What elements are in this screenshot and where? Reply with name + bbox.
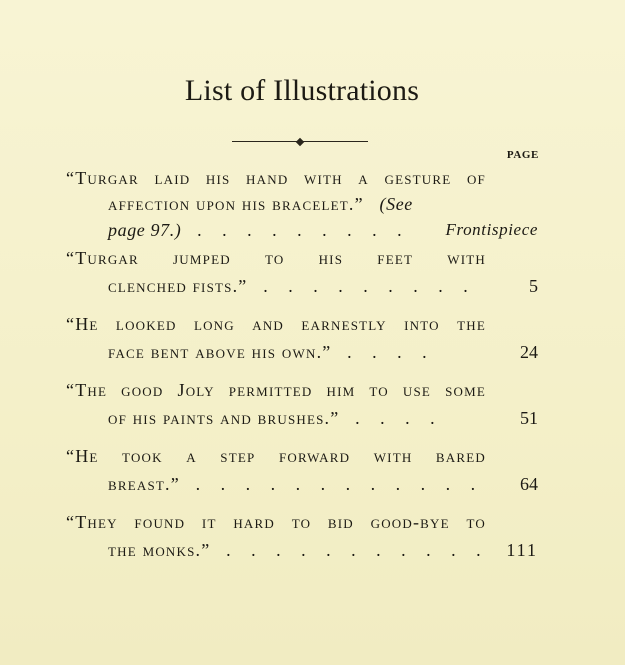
entry-3-page-number: 24 (520, 342, 538, 362)
entry-6-line-2-text: the monks.” (108, 540, 211, 560)
entry-1-leader-dots: . . . . . . . . . (197, 220, 410, 240)
entry-1-line-1: “Turgar laid his hand with a gesture of (66, 168, 486, 188)
entry-6-line-2 (108, 540, 489, 561)
entry-2-line-1: “Turgar jumped to his feet with (66, 248, 486, 268)
entry-2-leader-dots: . . . . . . . . . (263, 276, 476, 296)
entry-6-line-1: “They found it hard to bid good-bye to (66, 512, 486, 532)
page-column-header: PAGE (506, 149, 539, 161)
entry-1-see-ref: (See (379, 194, 413, 214)
entry-1-page-ref: page 97.) (108, 220, 182, 240)
entry-6-page-number: 111 (506, 540, 538, 560)
page-title: List of Illustrations (184, 74, 420, 107)
entry-4-line-2 (108, 408, 443, 429)
entry-6-leader-dots: . . . . . . . . . . . (226, 540, 489, 560)
entry-1-line-3 (108, 220, 410, 241)
entry-5-leader-dots: . . . . . . . . . . . . (195, 474, 484, 494)
entry-4-page-number: 51 (520, 408, 538, 428)
entry-4-leader-dots: . . . . (355, 408, 443, 428)
entry-4-line-2-text: of his paints and brushes.” (108, 408, 340, 428)
entry-3-line-1: “He looked long and earnestly into the (66, 314, 486, 334)
entry-1-page-number: Frontispiece (445, 220, 538, 239)
entry-1-line-2 (108, 194, 536, 215)
entry-5-page-number: 64 (520, 474, 538, 494)
entry-3-line-2-text: face bent above his own.” (108, 342, 332, 362)
entry-3-line-2 (108, 342, 435, 363)
entry-2-line-2 (108, 276, 476, 297)
entry-1-line-2-text: affection upon his bracelet.” (108, 194, 364, 214)
entry-2-line-2-text: clenched fists.” (108, 276, 248, 296)
entry-5-line-2 (108, 474, 483, 495)
entry-2-page-number: 5 (529, 276, 538, 296)
entry-5-line-2-text: breast.” (108, 474, 180, 494)
entry-5-line-1: “He took a step forward with bared (66, 446, 486, 466)
entry-4-line-1: “The good Joly permitted him to use some (66, 380, 486, 400)
entry-3-leader-dots: . . . . (347, 342, 435, 362)
